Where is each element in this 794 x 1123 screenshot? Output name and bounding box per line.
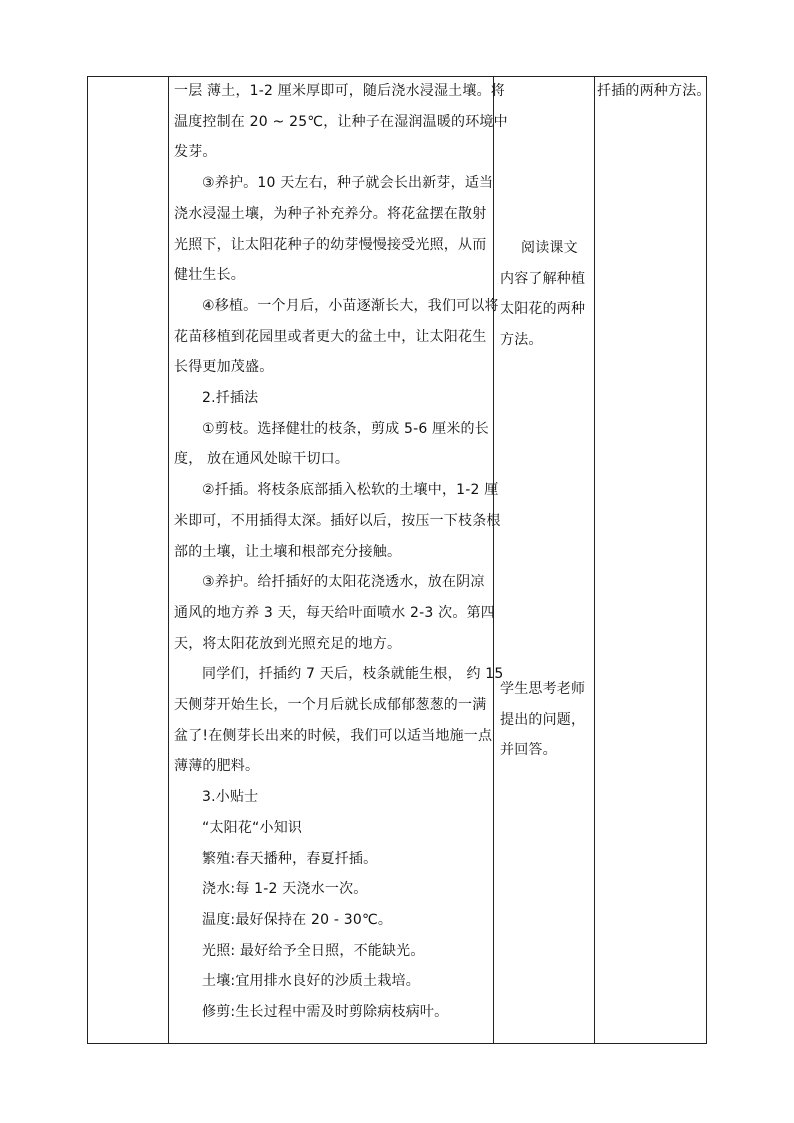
text-line: 修剪:生长过程中需及时剪除病枝病叶。 [202, 1004, 449, 1020]
text-line: ②扦插。将枝条底部插入松软的土壤中，1-2 厘 [202, 482, 499, 499]
text-line: 浇水:每 1-2 天浇水一次。 [202, 881, 368, 898]
text-line: 天，将太阳花放到光照充足的地方。 [174, 635, 402, 652]
text-line: 太阳花的两种 [500, 301, 586, 318]
text-line: ③养护。给扦插好的太阳花浇透水，放在阴凉 [202, 574, 485, 591]
text-line: 方法。 [500, 332, 543, 349]
text-line: 学生思考老师 [500, 681, 586, 697]
text-line: 通风的地方养 3 天，每天给叶面喷水 2-3 次。第四 [174, 604, 495, 621]
text-line: 健壮生长。 [174, 267, 245, 284]
text-line: 花苗移植到花园里或者更大的盆土中，让太阳花生 [174, 328, 487, 345]
text-line: 内容了解种植 [500, 270, 586, 287]
text-line: 土壤:宜用排水良好的沙质土栽培。 [202, 973, 420, 990]
text-line: ③养护。10 天左右，种子就会长出新芽，适当 [202, 175, 494, 192]
design-intent-cell [594, 77, 711, 1043]
text-line: 浇水浸湿土壤，为种子补充养分。将花盆摆在散射 [174, 205, 487, 222]
text-line: 提出的问题， [500, 711, 586, 728]
text-line: 阅读课文 [521, 240, 578, 256]
student-activity-cell [493, 77, 594, 1043]
text-line: 光照下，让太阳花种子的幼芽慢慢接受光照，从而 [174, 236, 487, 253]
text-line: 部的土壤，让土壤和根部充分接触。 [174, 543, 402, 560]
teaching-content-cell [168, 77, 508, 1043]
text-line: ①剪枝。选择健壮的枝条，剪成 5-6 厘米的长 [202, 420, 489, 437]
text-line: 光照: 最好给予全日照，不能缺光。 [202, 942, 425, 959]
text-line: 繁殖:春天播种，春夏扦插。 [202, 850, 378, 867]
text-line: 盆了!在侧芽长出来的时候，我们可以适当地施一点 [174, 727, 493, 744]
lesson-table [87, 76, 711, 1044]
text-line: ④移植。一个月后，小苗逐渐长大，我们可以将 [202, 297, 499, 314]
text-line: 米即可，不用插得太深。插好以后，按压一下枝条根 [174, 512, 501, 529]
text-line: 2.扦插法 [202, 390, 259, 406]
text-line: “太阳花“小知识 [202, 819, 303, 836]
text-line: 温度控制在 20 ~ 25℃，让种子在湿润温暖的环境中 [174, 113, 508, 130]
text-line: 一层 薄土，1-2 厘米厚即可，随后浇水浸湿土壤。将 [174, 83, 505, 99]
text-line: 发芽。 [174, 144, 217, 161]
text-line: 天侧芽开始生长，一个月后就长成郁郁葱葱的一满 [174, 697, 487, 713]
text-line: 扦插的两种方法。 [597, 83, 711, 99]
text-line: 并回答。 [500, 742, 557, 759]
stage-cell [88, 77, 168, 1043]
text-line: 长得更加茂盛。 [174, 359, 274, 376]
text-line: 温度:最好保持在 20 - 30℃。 [202, 911, 393, 928]
text-line: 3.小贴士 [202, 789, 259, 806]
text-line: 同学们，扦插约 7 天后，枝条就能生根， 约 15 [202, 666, 504, 683]
text-line: 薄薄的肥料。 [174, 758, 260, 775]
text-line: 度， 放在通风处晾干切口。 [174, 451, 350, 468]
